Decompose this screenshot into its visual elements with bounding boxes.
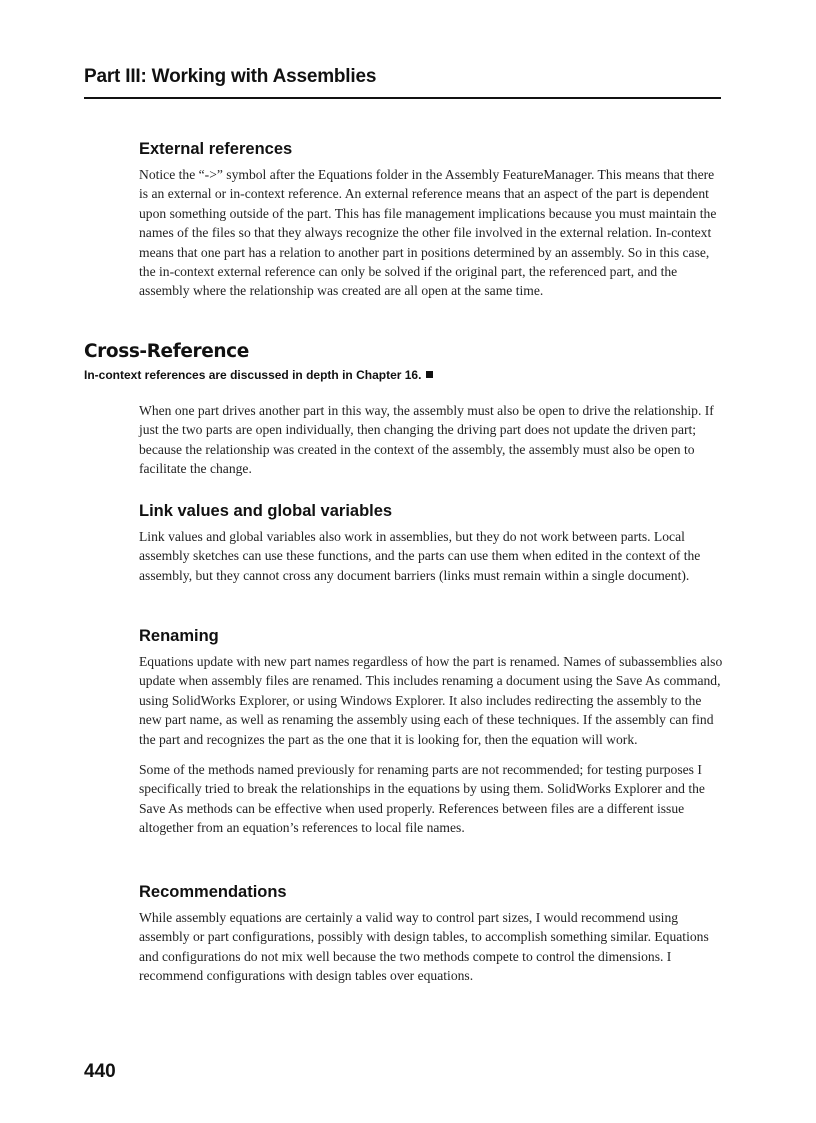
section-link-values — [139, 501, 723, 585]
paragraph: Some of the methods named previously for renaming parts are not recommended; for testing purposes I specifically tried to break the relationships in the equations by using them. SolidWorks Explorer and the Save As methods can be effective when used properly. References between files are a different issue altogether from an equation’s references to local file names. — [139, 762, 705, 836]
paragraph: While assembly equations are certainly a valid way to control part sizes, I would recommend using assembly or part configurations, possibly with design tables, to accomplish something similar. Equations and configurations do not mix well because the two methods compete to control the dimensions. I recommend configurations with design tables over equations. — [139, 910, 709, 984]
section-external-references — [139, 139, 723, 301]
cross-reference-note — [84, 340, 724, 382]
page-number: 440 — [84, 1061, 116, 1082]
section-recommendations — [139, 882, 723, 986]
cross-reference-text-line — [84, 368, 724, 382]
running-header-title: Part III: Working with Assemblies — [84, 66, 377, 87]
cross-reference-title: Cross-Reference — [84, 341, 249, 362]
paragraph: When one part drives another part in this way, the assembly must also be open to drive the relationship. If just the two parts are open individually, then changing the driving part does not update the driven part; because the relationship was created in the context of the assembly, the assembly must also be open to facilitate the change. — [139, 403, 714, 477]
section-heading-recommendations: Recommendations — [139, 883, 287, 901]
paragraph: Equations update with new part names regardless of how the part is renamed. Names of subassemblies also update when assembly files are renamed. This includes renaming a document using the Save As command, using SolidWorks Explorer, or using Windows Explorer. It also includes redirecting the assembly to the new part name, as well as renaming the assembly using each of these techniques. If the assembly can find the part and recognizes the part as the one that it is looking for, then the equation will work. — [139, 654, 723, 747]
cross-reference-text: In-context references are discussed in depth in Chapter 16. — [84, 368, 422, 382]
section-after-cross-reference — [139, 401, 723, 479]
section-heading-external-references: External references — [139, 140, 293, 158]
section-renaming — [139, 626, 723, 838]
paragraph: Notice the “->” symbol after the Equations folder in the Assembly FeatureManager. This means that there is an external or in-context reference. An external reference means that an aspect of the part is dependent upon something outside of the part. This has file management implications because you must maintain the names of the files so that they always recognize the other file involved in the external relation. In-context means that one part has a relation to another part in positions determined by an assembly. So in this case, the in-context external reference can only be solved if the original part, the referenced part, and the assembly where the relationship was created are all open at the same time. — [139, 167, 717, 299]
end-mark-icon — [426, 371, 433, 378]
paragraph: Link values and global variables also work in assemblies, but they do not work between parts. Local assembly sketches can use these functions, and the parts can use them when edited in the context of the assembly, but they cannot cross any document barriers (links must remain within a single document). — [139, 529, 701, 583]
section-heading-link-values: Link values and global variables — [139, 502, 393, 520]
header-rule — [84, 97, 721, 99]
section-heading-renaming: Renaming — [139, 627, 219, 645]
